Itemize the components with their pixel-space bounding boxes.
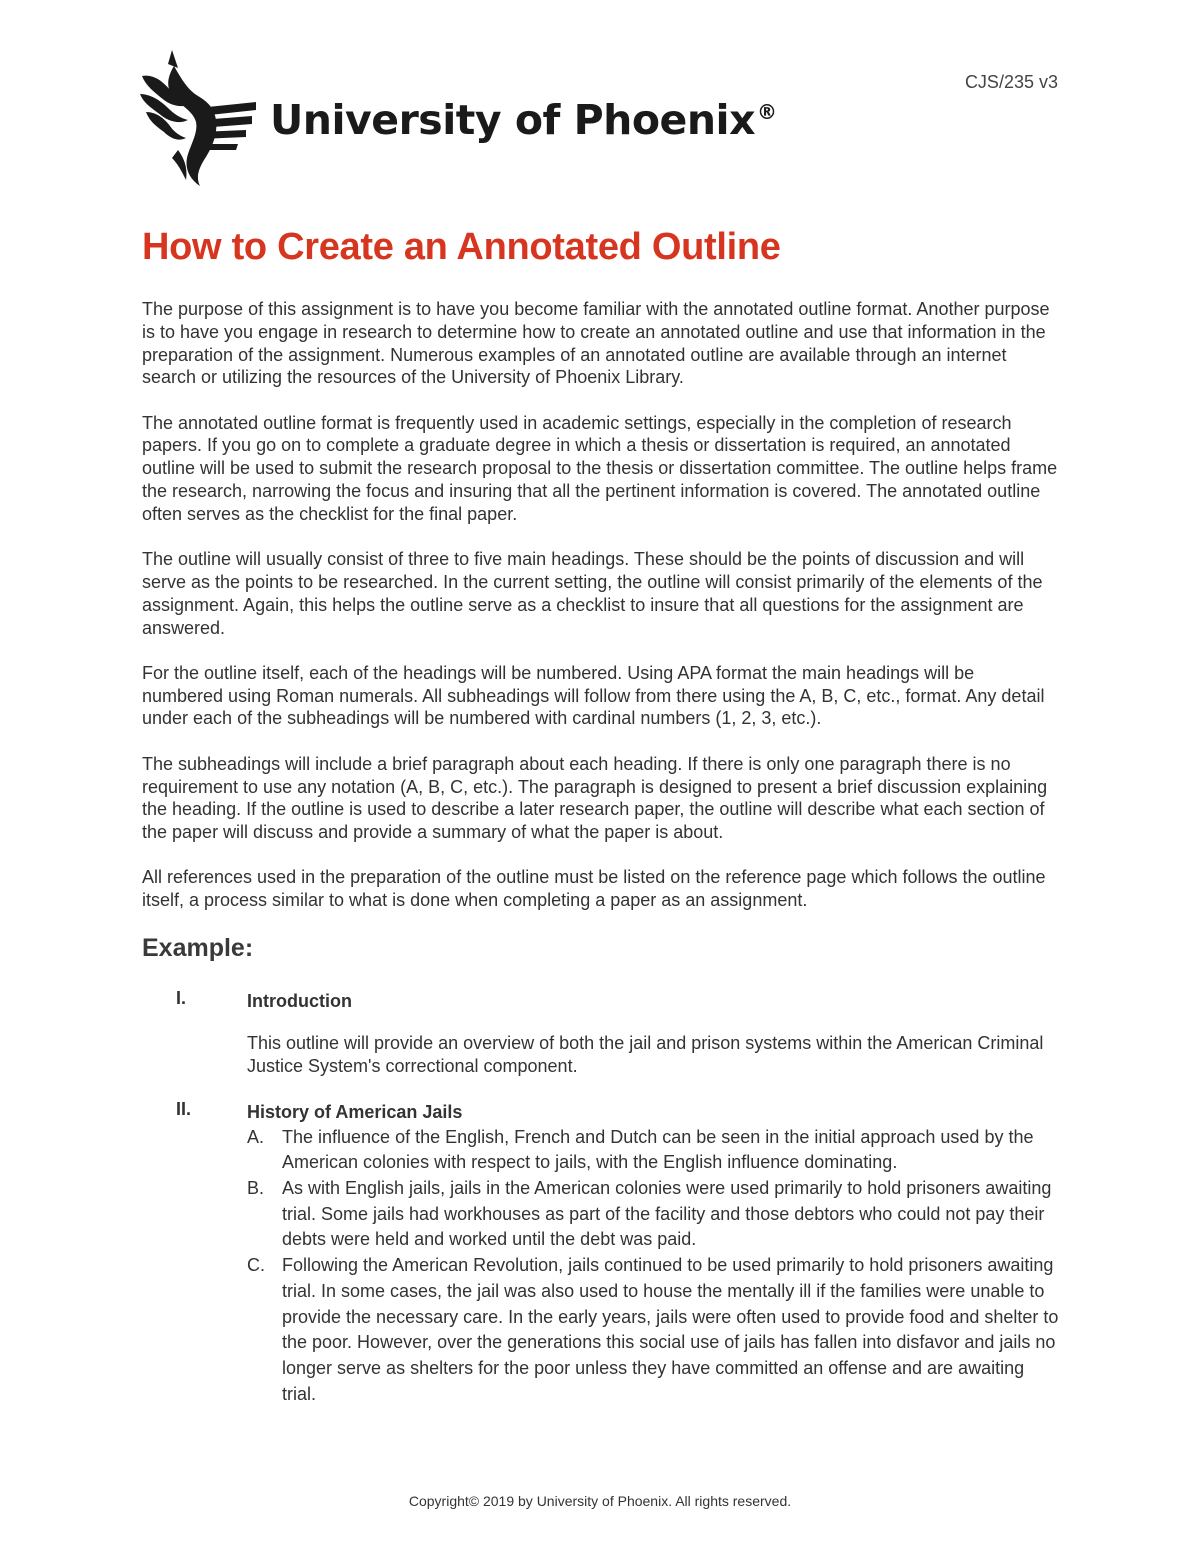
logo-wordmark: University of Phoenix ® bbox=[270, 96, 777, 144]
course-code: CJS/235 v3 bbox=[964, 72, 1058, 92]
list-item bbox=[247, 1125, 1060, 1176]
outline-numeral: I. bbox=[176, 988, 187, 1008]
sub-text: The influence of the English, French and Dutch can be seen in the initial approach used by the American colonies with respect to jails, with the English influence dominating. bbox=[282, 1126, 1034, 1173]
sub-letter: B. bbox=[247, 1178, 265, 1198]
example-heading: Example: bbox=[142, 934, 254, 962]
sub-letter: A. bbox=[247, 1126, 265, 1147]
paragraph-purpose: The purpose of this assignment is to have you become familiar with the annotated outline format. Another purpose is to have you engage in research to determine how to create an annotated outline and use that information in the preparation of the assignment. Numerous examples of an annotated outline are available through an internet search or utilizing the resources of the University of Phoenix Library. bbox=[142, 299, 1050, 388]
outline-paragraph: This outline will provide an overview of both the jail and prison systems within the American Criminal Justice System's correctional component. bbox=[247, 1033, 1044, 1076]
phoenix-bird-icon bbox=[138, 46, 260, 188]
sub-text: As with English jails, jails in the American colonies were used primarily to hold prisoners awaiting trial. Some jails had workhouses as part of the facility and those debtors who could not pay their debts were held and worked until the debt was paid. bbox=[282, 1178, 1052, 1250]
list-item bbox=[247, 1176, 1060, 1253]
paragraph-references: All references used in the preparation of the outline must be listed on the reference page which follows the outline itself, a process similar to what is done when completing a paper as an assignment. bbox=[142, 867, 1046, 911]
outline-sub-list bbox=[142, 1125, 1060, 1408]
document-title: How to Create an Annotated Outline bbox=[142, 226, 781, 268]
outline-section-introduction bbox=[142, 988, 1060, 1078]
paragraph-subheadings: The subheadings will include a brief paragraph about each heading. If there is only one paragraph there is no requirement to use any notation (A, B, C, etc.). The paragraph is designed to present a brief discussion explaining the heading. If the outline is used to describe a later research paper, the outline will describe what each section of the paper will discuss and provide a summary of what the paper is about. bbox=[142, 753, 1048, 843]
outline-heading: Introduction bbox=[247, 991, 352, 1011]
outline-heading: History of American Jails bbox=[247, 1101, 463, 1122]
example-outline bbox=[142, 988, 1060, 1407]
document-body bbox=[142, 298, 1060, 935]
outline-section-history bbox=[142, 1099, 1060, 1408]
copyright-footer: Copyright© 2019 by University of Phoenix. All rights reserved. bbox=[408, 1493, 792, 1509]
paragraph-numbering: For the outline itself, each of the headings will be numbered. Using APA format the main headings will be numbered using Roman numerals. All subheadings will follow from there using the A, B, C, etc., format. Any detail under each of the subheadings will be numbered with cardinal numbers (1, 2, 3, etc.). bbox=[142, 662, 1045, 729]
university-logo bbox=[138, 46, 778, 188]
list-item bbox=[247, 1253, 1060, 1407]
paragraph-format-usage: The annotated outline format is frequently used in academic settings, especially in the completion of research papers. If you go on to complete a graduate degree in which a thesis or dissertation is required, an annotated outline will be used to submit the research proposal to the thesis or dissertation committee. The outline helps frame the research, narrowing the focus and insuring that all the pertinent information is covered. The annotated outline often serves as the checklist for the final paper. bbox=[142, 412, 1058, 524]
sub-text: Following the American Revolution, jails continued to be used primarily to hold prisoners awaiting trial. In some cases, the jail was also used to house the mentally ill if the families were unable to provide the necessary care. In the early years, jails were often used to provide food and shelter to the poor. However, over the generations this social use of jails has fallen into disfavor and jails no longer serve as shelters for the poor unless they have committed an offense and are awaiting trial. bbox=[282, 1255, 1059, 1404]
sub-letter: C. bbox=[247, 1255, 265, 1276]
outline-numeral: II. bbox=[176, 1098, 192, 1119]
paragraph-main-headings: The outline will usually consist of three to five main headings. These should be the points of discussion and will serve as the points to be researched. In the current setting, the outline will consist primarily of the elements of the assignment. Again, this helps the outline serve as a checklist to insure that all questions for the assignment are answered. bbox=[142, 549, 1043, 638]
